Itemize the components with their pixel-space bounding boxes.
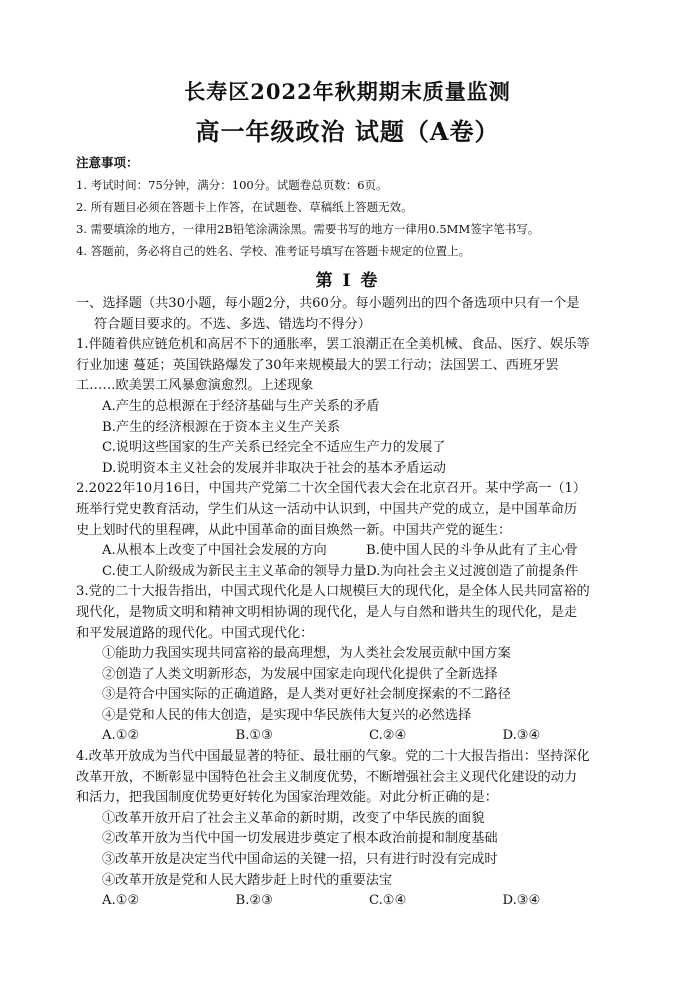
question-1 [76,335,636,479]
statement: ④是党和人民的伟大创造，是实现中华民族伟大复兴的必然选择 [102,707,472,723]
note-item: 4. 答题前，务必将自己的姓名、学校、准考证号填写在答题卡规定的位置上。 [76,244,471,258]
question-text: 工……欧美罢工风暴愈演愈烈。上述现象 [76,378,314,394]
option-c: C.说明这些国家的生产关系已经完全不适应生产力的发展了 [102,440,446,456]
options-row [76,562,636,583]
question-text: 班举行党史教育活动，学生们从这一活动中认识到，中国共产党的成立，是中国革命历 [76,501,578,517]
option-d: D.③④ [502,728,541,744]
option-b: B.使中国人民的斗争从此有了主心骨 [366,543,578,559]
question-text: 和活力，把我国制度优势更好转化为国家治理效能。对此分析正确的是： [76,790,498,806]
statement: ①能助力我国实现共同富裕的最高理想，为人类社会发展贡献中国方案 [102,646,511,662]
notes-block [76,152,646,262]
questions-body [76,294,636,912]
question-2 [76,479,636,582]
option-c: C.②④ [369,728,407,744]
note-item: 1. 考试时间：75分钟，满分：100分。试题卷总页数：6页。 [76,178,388,192]
options-row [76,541,636,562]
question-text: 和平发展道路的现代化。中国式现代化： [76,625,314,641]
question-text: 行业加速 蔓延；英国铁路爆发了30年来规模最大的罢工行动；法国罢工、西班牙罢 [76,357,559,373]
option-d: D.说明资本主义社会的发展并非取决于社会的基本矛盾运动 [102,460,446,476]
exam-title: 长寿区2022年秋期期末质量监测 [184,79,511,104]
note-item: 2. 所有题目必须在答题卡上作答，在试题卷、草稿纸上答题无效。 [76,200,413,214]
option-c: C.使工人阶级成为新民主主义革命的领导力量 [102,563,367,579]
option-b: B.①③ [235,728,274,744]
question-text: 现代化，是物质文明和精神文明相协调的现代化，是人与自然和谐共生的现代化，是走 [76,604,578,620]
question-text: 2.2022年10月16日，中国共产党第二十次全国代表大会在北京召开。某中学高一（1） [76,481,587,497]
option-a: A.从根本上改变了中国社会发展的方向 [102,543,327,559]
statement: ②改革开放为当代中国一切发展进步奠定了根本政治前提和制度基础 [102,831,498,847]
section-instructions-cont: 符合题目要求的。不选、多选、错选均不得分） [94,316,371,332]
options-row [76,726,636,747]
question-3 [76,582,636,747]
question-text: 3.党的二十大报告指出，中国式现代化是人口规模巨大的现代化，是全体人民共同富裕的 [76,584,590,600]
option-a: A.①② [102,893,140,909]
statement: ①改革开放开启了社会主义革命的新时期，改变了中华民族的面貌 [102,810,485,826]
note-item: 3. 需要填涂的地方，一律用2B铅笔涂满涂黑。需要书写的地方一律用0.5MM签字笔书写。 [76,222,540,236]
statement: ③改革开放是决定当代中国命运的关键一招，只有进行时没有完成时 [102,852,498,868]
question-4 [76,747,636,912]
question-text: 史上划时代的里程碑，从此中国革命的面目焕然一新。中国共产党的诞生： [76,522,512,538]
option-d: D.③④ [502,893,541,909]
option-b: B.产生的经济根源在于资本主义生产关系 [102,419,341,435]
option-c: C.①④ [369,893,407,909]
part-heading: 第 I 卷 [315,271,380,291]
question-text: 1.伴随着供应链危机和高居不下的通胀率，罢工浪潮正在全美机械、食品、医疗、娱乐等 [76,337,590,353]
section-instructions: 一、选择题（共30小题，每小题2分，共60分。每小题列出的四个备选项中只有一个是 [76,296,580,311]
statement: ③是符合中国实际的正确道路，是人类对更好社会制度探索的不二路径 [102,687,511,703]
option-b: B.②③ [235,893,274,909]
notes-heading: 注意事项： [76,155,139,170]
option-d: D.为向社会主义过渡创造了前提条件 [366,563,579,579]
exam-subtitle: 高一年级政治 试题（A卷） [195,117,500,146]
option-a: A.①② [102,728,140,744]
options-row [76,891,636,912]
statement: ②创造了人类文明新形态，为发展中国家走向现代化提供了全新选择 [102,666,498,682]
statement: ④改革开放是党和人民大踏步赶上时代的重要法宝 [102,872,393,888]
question-text: 改革开放，不断彰显中国特色社会主义制度优势，不断增强社会主义现代化建设的动力 [76,769,578,785]
question-text: 4.改革开放成为当代中国最显著的特征、最壮丽的气象。党的二十大报告指出：坚持深化 [76,749,590,765]
option-a: A.产生的总根源在于经济基础与生产关系的矛盾 [102,398,380,414]
